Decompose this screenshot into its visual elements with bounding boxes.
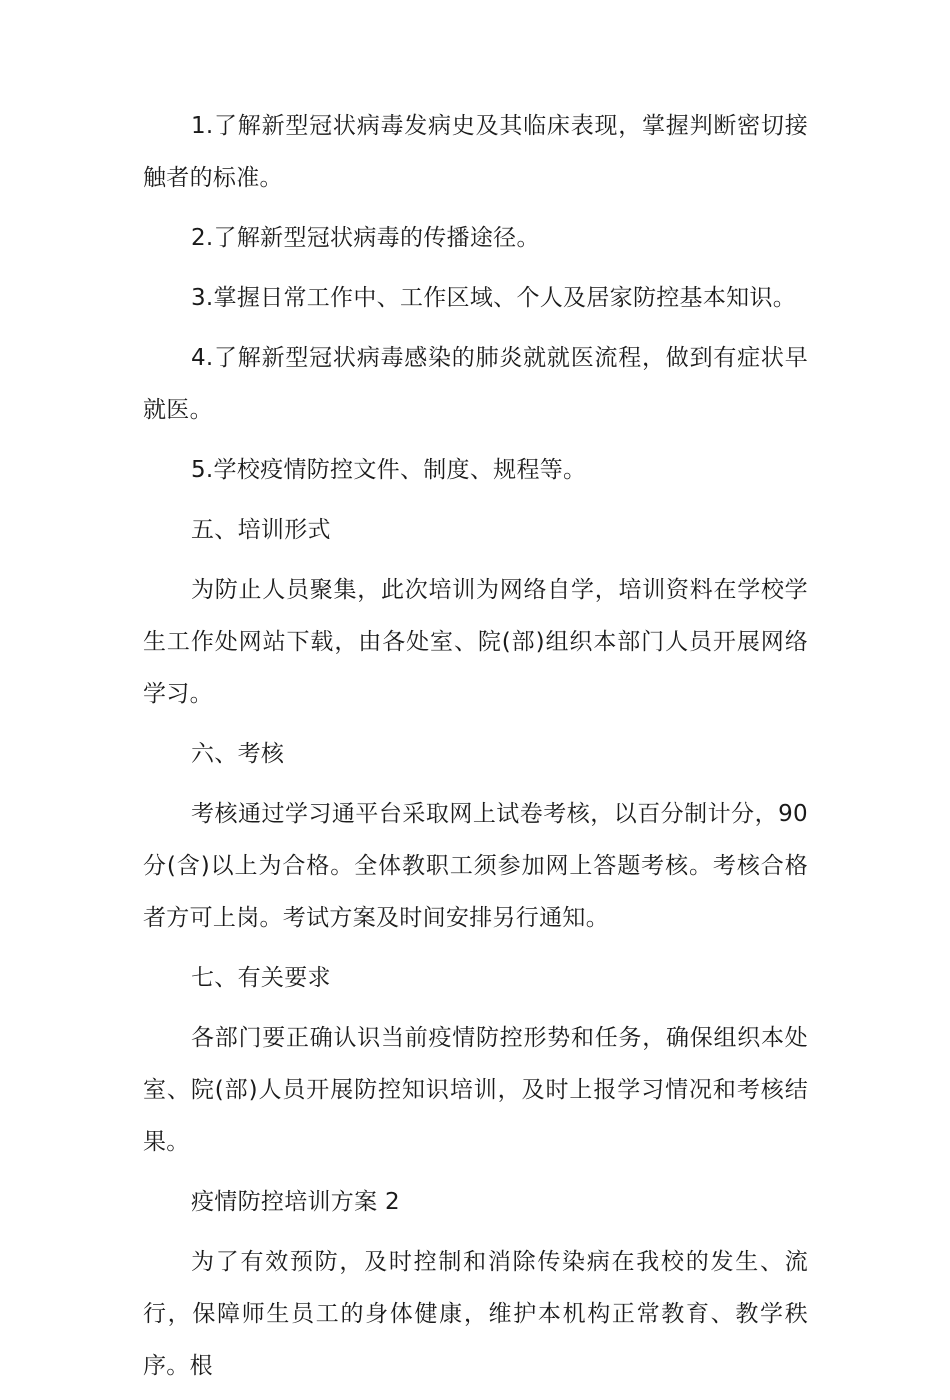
assessment-paragraph: 考核通过学习通平台采取网上试卷考核，以百分制计分，90分(含)以上为合格。全体教职工须参加网上答题考核。考核合格者方可上岗。考试方案及时间安排另行通知。	[143, 801, 808, 931]
plan-2-intro-paragraph: 为了有效预防，及时控制和消除传染病在我校的发生、流行，保障师生员工的身体健康，维护本机构正常教育、教学秩序。根	[143, 1249, 808, 1379]
list-item-3: 3.掌握日常工作中、工作区域、个人及居家防控基本知识。	[191, 285, 797, 311]
training-format-paragraph: 为防止人员聚集，此次培训为网络自学，培训资料在学校学生工作处网站下载，由各处室、院(部)组织本部门人员开展网络学习。	[143, 577, 808, 707]
list-item-1: 1.了解新型冠状病毒发病史及其临床表现，掌握判断密切接触者的标准。	[143, 113, 808, 191]
list-item-5: 5.学校疫情防控文件、制度、规程等。	[191, 457, 587, 483]
list-item-2: 2.了解新型冠状病毒的传播途径。	[191, 225, 540, 251]
section-heading-assessment: 六、考核	[191, 741, 285, 767]
requirements-paragraph: 各部门要正确认识当前疫情防控形势和任务，确保组织本处室、院(部)人员开展防控知识培训，及时上报学习情况和考核结果。	[143, 1025, 808, 1155]
document-body	[143, 100, 808, 1400]
section-heading-requirements: 七、有关要求	[191, 965, 331, 991]
plan-2-title: 疫情防控培训方案 2	[191, 1189, 400, 1215]
list-item-4: 4.了解新型冠状病毒感染的肺炎就就医流程，做到有症状早就医。	[143, 345, 808, 423]
section-heading-training-format: 五、培训形式	[191, 517, 331, 543]
